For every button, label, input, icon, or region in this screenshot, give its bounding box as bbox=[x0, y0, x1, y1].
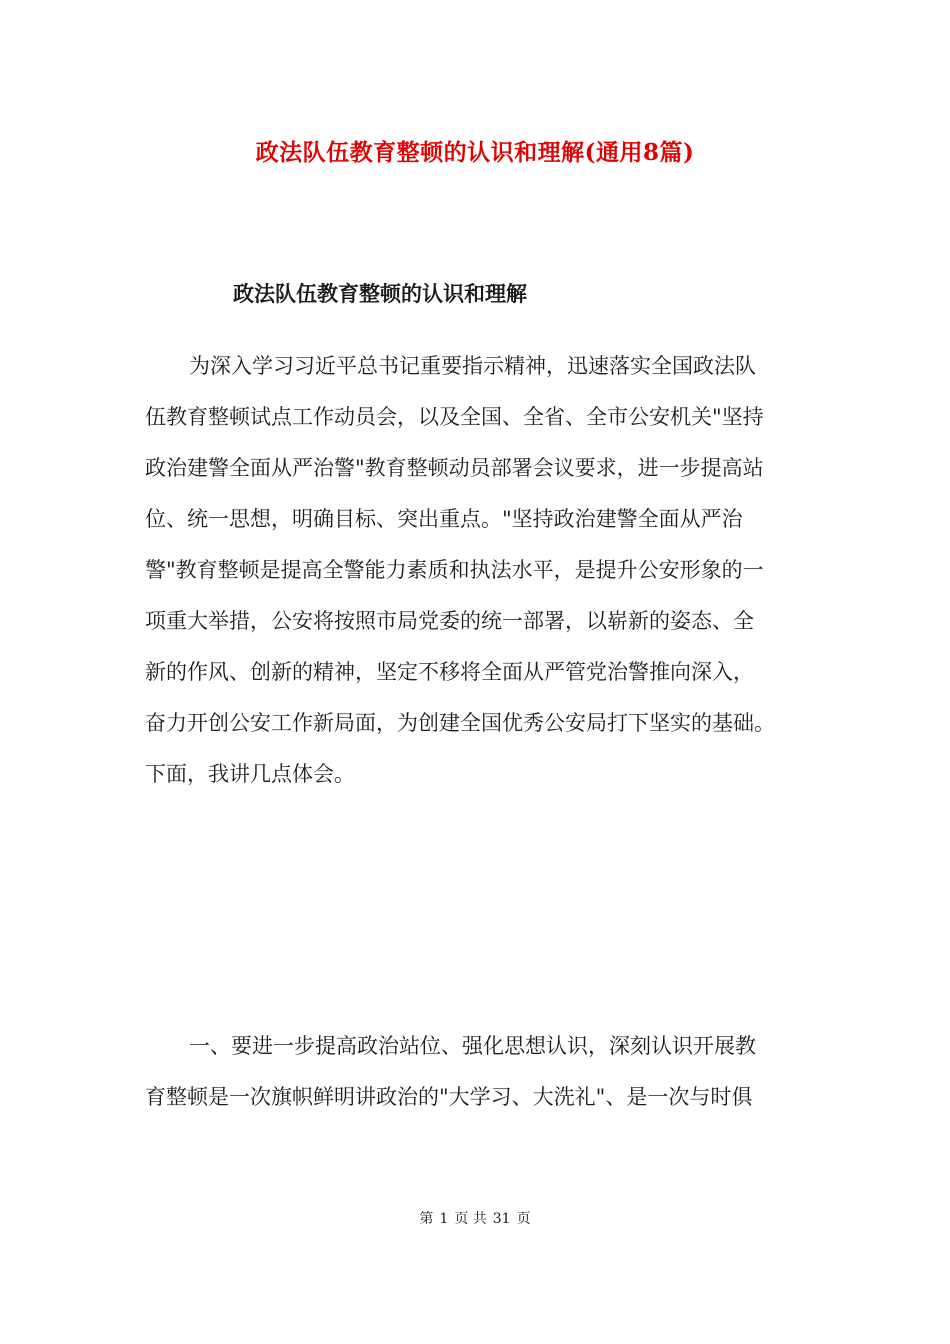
text-line: 项重大举措，公安将按照市局党委的统一部署，以崭新的姿态、全 bbox=[145, 609, 754, 633]
section-heading: 政法队伍教育整顿的认识和理解 bbox=[233, 281, 527, 306]
document-title: 政法队伍教育整顿的认识和理解(通用8篇) bbox=[255, 139, 695, 166]
text-line: 一、要进一步提高政治站位、强化思想认识，深刻认识开展教 bbox=[189, 1034, 756, 1058]
total-pages-number: 31 bbox=[492, 1211, 511, 1227]
text-line: 奋力开创公安工作新局面，为创建全国优秀公安局打下坚实的基础。 bbox=[145, 711, 775, 735]
text-line: 下面，我讲几点体会。 bbox=[145, 762, 355, 786]
page-footer bbox=[0, 1209, 950, 1229]
text-line: 警"教育整顿是提高全警能力素质和执法水平，是提升公安形象的一 bbox=[145, 558, 764, 582]
paragraph-point-one bbox=[145, 1021, 825, 1123]
text-line: 位、统一思想，明确目标、突出重点。"坚持政治建警全面从严治 bbox=[145, 507, 743, 531]
page-label-suffix: 页 bbox=[516, 1211, 531, 1227]
page-label-mid: 页 共 bbox=[454, 1211, 487, 1227]
text-line: 政治建警全面从严治警"教育整顿动员部署会议要求，进一步提高站 bbox=[145, 456, 764, 480]
text-line: 育整顿是一次旗帜鲜明讲政治的"大学习、大洗礼"、是一次与时俱 bbox=[145, 1085, 753, 1109]
text-line: 新的作风、创新的精神，坚定不移将全面从严管党治警推向深入， bbox=[145, 660, 754, 684]
text-line: 为深入学习习近平总书记重要指示精神，迅速落实全国政法队 bbox=[189, 354, 756, 378]
text-line: 伍教育整顿试点工作动员会，以及全国、全省、全市公安机关"坚持 bbox=[145, 405, 764, 429]
page-label-prefix: 第 bbox=[419, 1211, 434, 1227]
current-page-number: 1 bbox=[439, 1211, 449, 1227]
paragraph-intro bbox=[145, 341, 825, 800]
